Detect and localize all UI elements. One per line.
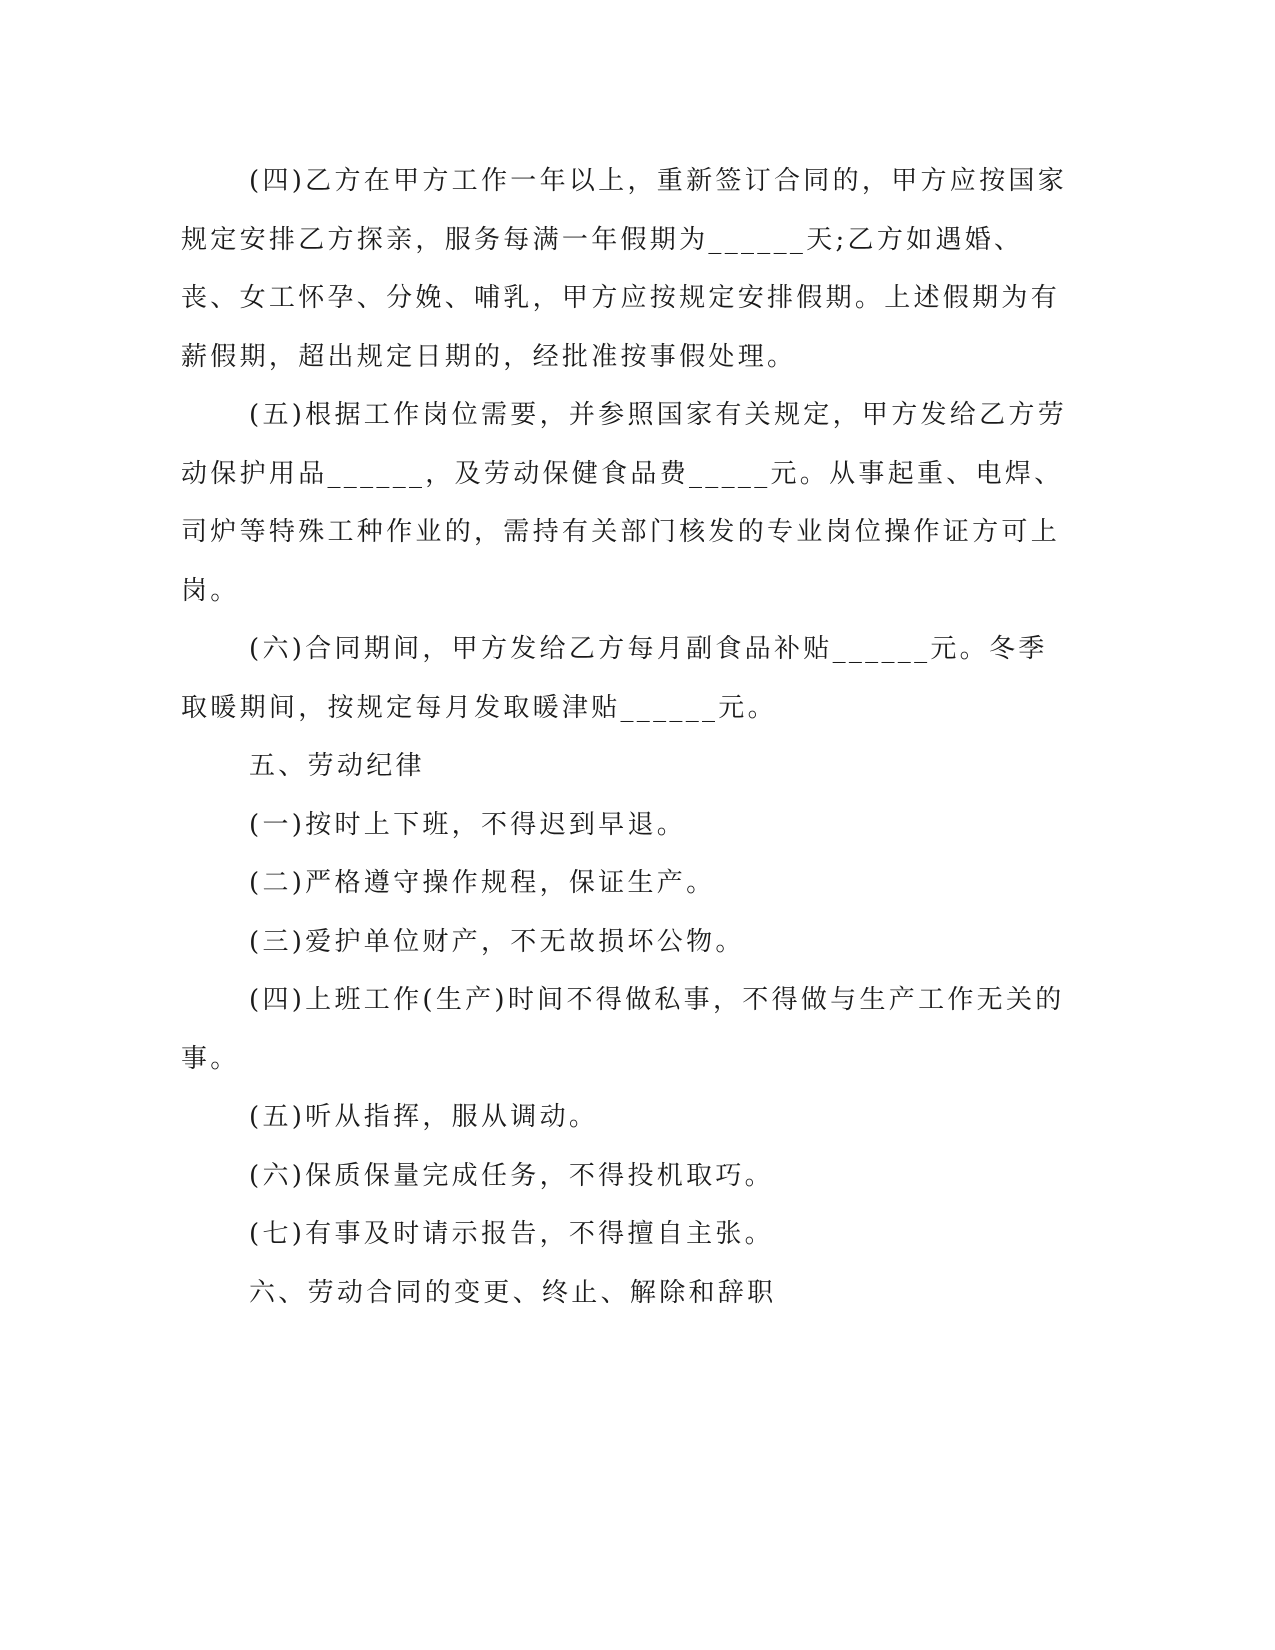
discipline-item-4: (四)上班工作(生产)时间不得做私事，不得做与生产工作无关的事。 xyxy=(181,985,1065,1074)
clause-6-food-subsidy: (六)合同期间，甲方发给乙方每月副食品补贴______元。冬季取暖期间，按规定每月发取暖津贴______元。 xyxy=(181,634,1048,723)
document-body xyxy=(181,152,1076,1322)
clause-4-home-leave: (四)乙方在甲方工作一年以上，重新签订合同的，甲方应按国家规定安排乙方探亲，服务每满一年假期为______天;乙方如遇婚、丧、女工怀孕、分娩、哺乳，甲方应按规定安排假期。上述假期为有薪假期，超出规定日期的，经批准按事假处理。 xyxy=(181,166,1067,372)
discipline-item-7: (七)有事及时请示报告，不得擅自主张。 xyxy=(249,1219,774,1249)
discipline-item-5: (五)听从指挥，服从调动。 xyxy=(249,1102,599,1132)
discipline-item-2: (二)严格遵守操作规程，保证生产。 xyxy=(249,868,716,898)
clause-5-protective-supplies: (五)根据工作岗位需要，并参照国家有关规定，甲方发给乙方劳动保护用品______，及劳动保健食品费_____元。从事起重、电焊、司炉等特殊工种作业的，需持有关部门核发的专业岗位操作证方可上岗。 xyxy=(181,400,1067,606)
discipline-item-1: (一)按时上下班，不得迟到早退。 xyxy=(249,809,687,840)
section-heading-contract-changes: 六、劳动合同的变更、终止、解除和辞职 xyxy=(249,1277,777,1308)
discipline-item-3: (三)爱护单位财产，不无故损坏公物。 xyxy=(249,926,745,957)
section-heading-labor-discipline: 五、劳动纪律 xyxy=(249,751,425,781)
discipline-item-6: (六)保质保量完成任务，不得投机取巧。 xyxy=(249,1160,774,1191)
